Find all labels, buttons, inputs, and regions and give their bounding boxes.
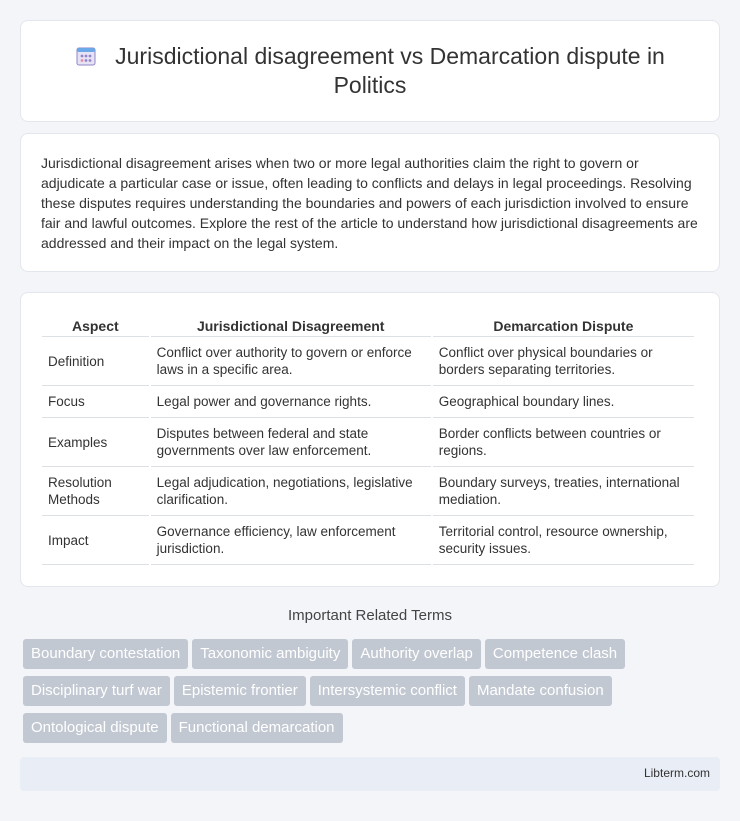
title-card (20, 20, 720, 122)
row-aspect: Examples (42, 418, 149, 467)
related-term-tag[interactable]: Ontological dispute (23, 713, 167, 743)
row-jurisdictional: Disputes between federal and state governments over law enforcement. (151, 418, 431, 467)
table-row (42, 418, 694, 467)
related-term-tag[interactable]: Disciplinary turf war (23, 676, 170, 706)
row-jurisdictional: Legal adjudication, negotiations, legislative clarification. (151, 467, 431, 516)
related-terms-heading: Important Related Terms (288, 607, 452, 624)
comparison-table (40, 313, 696, 565)
row-demarcation: Geographical boundary lines. (433, 386, 694, 418)
row-aspect: Definition (42, 337, 149, 386)
header-aspect: Aspect (42, 313, 149, 337)
related-term-tag[interactable]: Intersystemic conflict (310, 676, 465, 706)
table-row (42, 467, 694, 516)
row-aspect: Resolution Methods (42, 467, 149, 516)
row-jurisdictional: Conflict over authority to govern or enforce laws in a specific area. (151, 337, 431, 386)
related-term-tag[interactable]: Epistemic frontier (174, 676, 306, 706)
related-terms-list (23, 639, 723, 750)
intro-paragraph: Jurisdictional disagreement arises when two or more legal authorities claim the right to govern or adjudicate a particular case or issue, often leading to conflicts and delays in legal proceedings. Resolving these disputes requires understanding the boundaries and powers of each jurisdiction involved to ensure fair and lawful outcomes. Explore the rest of the article to understand how jurisdictional disagreements are addressed and their impact on the legal system. (41, 155, 698, 251)
row-aspect: Impact (42, 516, 149, 565)
related-term-tag[interactable]: Functional demarcation (171, 713, 343, 743)
header-jurisdictional: Jurisdictional Disagreement (151, 313, 431, 337)
row-demarcation: Boundary surveys, treaties, international mediation. (433, 467, 694, 516)
calendar-grid-icon (75, 45, 97, 67)
related-term-tag[interactable]: Taxonomic ambiguity (192, 639, 348, 669)
page-title: Jurisdictional disagreement vs Demarcation dispute in Politics (115, 43, 665, 98)
table-row (42, 337, 694, 386)
row-jurisdictional: Legal power and governance rights. (151, 386, 431, 418)
table-header-row (42, 313, 694, 337)
intro-card (20, 133, 720, 272)
comparison-card (20, 292, 720, 587)
row-demarcation: Border conflicts between countries or regions. (433, 418, 694, 467)
footer-site-link[interactable]: Libterm.com (643, 766, 710, 780)
related-term-tag[interactable]: Mandate confusion (469, 676, 612, 706)
header-demarcation: Demarcation Dispute (433, 313, 694, 337)
table-row (42, 516, 694, 565)
footer-bar (20, 757, 720, 791)
row-aspect: Focus (42, 386, 149, 418)
related-term-tag[interactable]: Boundary contestation (23, 639, 188, 669)
row-demarcation: Territorial control, resource ownership, security issues. (433, 516, 694, 565)
row-demarcation: Conflict over physical boundaries or borders separating territories. (433, 337, 694, 386)
related-term-tag[interactable]: Authority overlap (352, 639, 481, 669)
row-jurisdictional: Governance efficiency, law enforcement jurisdiction. (151, 516, 431, 565)
related-term-tag[interactable]: Competence clash (485, 639, 625, 669)
table-row (42, 386, 694, 418)
